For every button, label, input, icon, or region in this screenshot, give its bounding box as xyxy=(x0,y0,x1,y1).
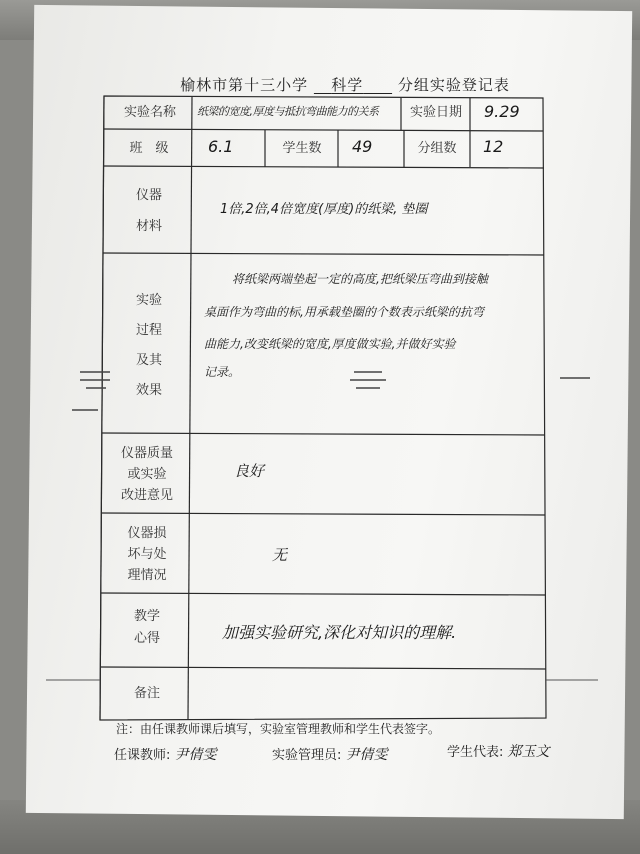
student-label: 学生代表: xyxy=(447,745,504,760)
footer-note: 注：由任课教师课后填写，实验室管理教师和学生代表签字。 xyxy=(116,722,441,736)
label-quality: 仪器质量 或实验 改进意见 xyxy=(120,446,173,503)
manager-signature-line xyxy=(272,744,388,764)
value-student-count: 49 xyxy=(352,137,373,156)
label-group-count: 分组数 xyxy=(417,141,457,156)
value-experiment-name: 纸梁的宽度,厚度与抵抗弯曲能力的关系 xyxy=(197,105,379,118)
process-line: 桌面作为弯曲的标,用承载垫圈的个数表示纸梁的抗弯 xyxy=(204,305,484,319)
process-line: 曲能力,改变纸梁的宽度,厚度做实验,并做好实验 xyxy=(204,337,456,351)
student-signature-line xyxy=(447,741,550,761)
value-reflection: 加强实验研究,深化对知识的理解. xyxy=(222,623,457,642)
teacher-label: 任课教师: xyxy=(114,748,171,763)
process-line: 记录。 xyxy=(204,365,241,379)
label-experiment-date: 实验日期 xyxy=(409,105,462,120)
label-class: 班 级 xyxy=(129,141,169,156)
label-instruments: 仪器 材料 xyxy=(135,188,162,235)
label-reflection: 教学 心得 xyxy=(133,609,160,647)
title-rest: 分组实验登记表 xyxy=(397,76,510,94)
title-school: 榆林市第十三小学 xyxy=(180,76,309,94)
manager-label: 实验管理员: xyxy=(272,748,342,763)
value-group-count: 12 xyxy=(483,137,504,156)
process-line: 将纸梁两端垫起一定的高度,把纸梁压弯曲到接触 xyxy=(232,272,488,286)
value-quality: 良好 xyxy=(234,462,265,480)
student-signature: 郑玉文 xyxy=(507,744,550,760)
teacher-signature-line xyxy=(114,744,217,764)
value-class: 6.1 xyxy=(208,137,234,156)
label-remarks: 备注 xyxy=(133,686,160,701)
label-damage: 仪器损 坏与处 理情况 xyxy=(127,526,167,583)
title-subject: 科学 xyxy=(331,76,364,94)
label-experiment-name: 实验名称 xyxy=(123,105,176,120)
label-student-count: 学生数 xyxy=(282,141,322,156)
label-process: 实验 过程 及其 效果 xyxy=(135,293,162,398)
value-damage: 无 xyxy=(272,546,288,564)
teacher-signature: 尹倩雯 xyxy=(174,747,217,763)
value-experiment-date: 9.29 xyxy=(484,102,520,121)
value-instruments: 1倍,2倍,4倍宽度(厚度)的纸梁, 垫圈 xyxy=(220,202,428,217)
manager-signature: 尹倩雯 xyxy=(345,747,388,763)
